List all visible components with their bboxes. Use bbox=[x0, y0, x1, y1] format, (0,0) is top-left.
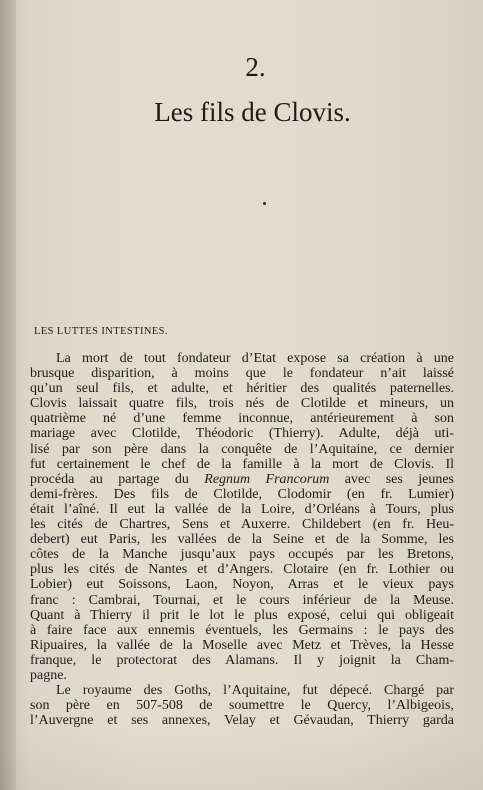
text-line: brusque disparition, à moins que le fondateur n’ait laissé bbox=[30, 366, 454, 382]
body-text bbox=[30, 351, 454, 728]
text-line: Ripuaires, la vallée de la Moselle avec Metz et Trèves, la Hesse bbox=[30, 637, 454, 653]
text-line: les cités de Chartres, Sens et Auxerre. Childebert (en fr. Heu- bbox=[30, 517, 454, 533]
text-line: plus les cités de Nantes et d’Angers. Clotaire (en fr. Lothier ou bbox=[30, 562, 454, 578]
text-line: mariage avec Clotilde, Théodoric (Thierry). Adulte, déjà uti- bbox=[30, 426, 454, 442]
text-line: Clovis laissait quatre fils, trois nés de Clotilde et mineurs, un bbox=[30, 396, 454, 412]
text-line: côtes de la Manche jusqu’aux pays occupés par les Bretons, bbox=[30, 547, 454, 563]
text-line: qu’un seul fils, et adulte, et héritier des qualités paternelles. bbox=[30, 381, 454, 397]
text-line: Lobier) eut Soissons, Laon, Noyon, Arras et le vieux pays bbox=[30, 577, 454, 593]
text-line: Le royaume des Goths, l’Aquitaine, fut dépecé. Chargé par bbox=[56, 683, 454, 699]
page-shadow bbox=[0, 730, 483, 790]
chapter-title: Les fils de Clovis. bbox=[154, 97, 351, 127]
ornament-dot bbox=[263, 202, 266, 205]
text-line: La mort de tout fondateur d’Etat expose sa création à une bbox=[56, 351, 454, 366]
text-line: procéda au partage du Regnum Francorum avec ses jeunes bbox=[30, 471, 454, 487]
text-line: l’Auvergne et ses annexes, Velay et Gévaudan, Thierry garda bbox=[30, 713, 454, 729]
text-line: Quant à Thierry il prit le lot le plus exposé, celui qui obligeait bbox=[30, 607, 454, 623]
chapter-number: 2. bbox=[245, 52, 266, 82]
text-line: franque, le protectorat des Alamans. Il y joignit la Cham- bbox=[30, 652, 454, 668]
text-line: franc : Cambrai, Tournai, et le cours inférieur de la Meuse. bbox=[30, 592, 454, 608]
paragraph-1 bbox=[30, 351, 454, 683]
book-title-italic: Regnum Francorum bbox=[204, 471, 330, 487]
text-line: demi-frères. Des fils de Clotilde, Clodomir (en fr. Lumier) bbox=[30, 486, 454, 502]
text-line: son père en 507-508 de soumettre le Quercy, l’Albigeois, bbox=[30, 698, 454, 714]
text-line: debert) eut Paris, les vallées de la Seine et de la Somme, les bbox=[30, 532, 454, 548]
text-line: quatrième né d’une femme inconnue, antérieurement à son bbox=[30, 411, 454, 427]
text-line: pagne. bbox=[30, 667, 67, 683]
text-line: était l’aîné. Il eut la vallée de la Loire, d’Orléans à Tours, plus bbox=[30, 501, 454, 517]
text-line: fut certainement le chef de la famille à la mort de Clovis. Il bbox=[30, 456, 454, 472]
text-line: lisé par son père dans la conquête de l’Aquitaine, ce dernier bbox=[30, 441, 454, 457]
section-heading: LES LUTTES INTESTINES. bbox=[34, 326, 168, 337]
paragraph-2 bbox=[30, 683, 454, 728]
text-line: à faire face aux ennemis éventuels, les Germains : le pays des bbox=[30, 622, 454, 638]
